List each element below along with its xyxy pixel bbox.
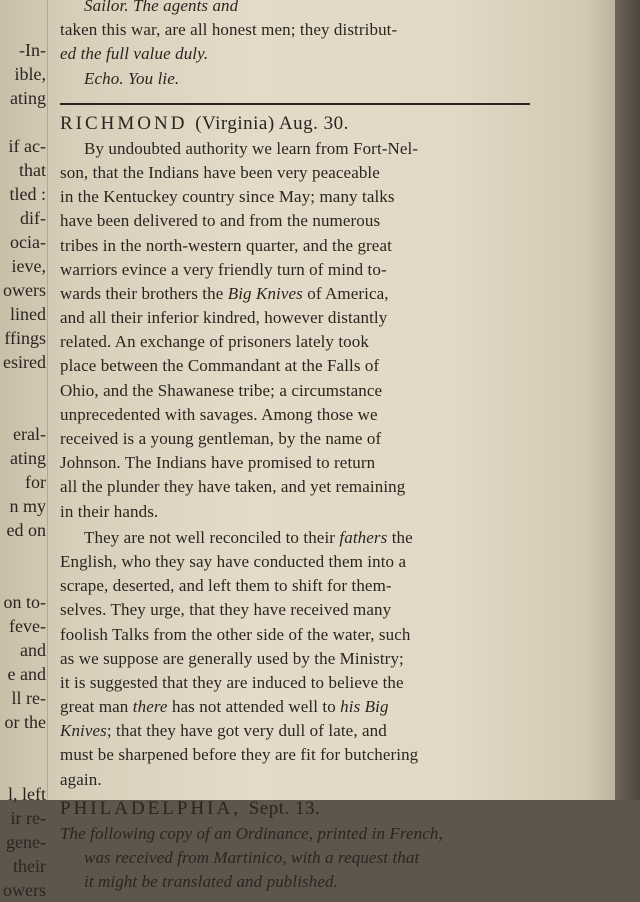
heading-date: (Virginia) Aug. 30. [195,112,349,134]
left-fragment-line [0,110,46,134]
philadelphia-intro [60,822,540,895]
article-line: Johnson. The Indians have promised to return [60,453,376,473]
left-fragment-line: their [13,856,46,876]
left-fragment-line: l, left [8,784,46,804]
left-fragment-line [0,398,46,422]
article-line: warriors evince a very friendly turn of mind to- [60,259,387,279]
article-line: The following copy of an Ordinance, printed in French, [60,823,443,843]
article-line: son, that the Indians have been very peaceable [60,162,380,182]
text-segment: They are not well reconciled to their [84,527,336,547]
article-line: received is a young gentleman, by the name of [60,429,382,448]
there-italic: there [132,697,168,717]
article-line: it might be translated and published. [84,872,338,892]
article-line: was received from Martinico, with a request that [84,848,420,867]
left-fragment-line [0,734,46,758]
left-fragment-line: dif- [20,208,46,228]
left-fragment-line: -In- [19,40,46,60]
column-gutter [47,0,48,800]
text-segment: ; that they have got very dull of late, and [106,721,387,741]
article-line [60,719,540,743]
big-knives-italic: Big Knives [227,283,303,303]
text-segment: wards their brothers the [60,283,224,303]
article-line: must be sharpened before they are fit for butchering [60,745,419,765]
knives-italic: Knives [60,721,107,741]
heading-place: RICHMOND [60,112,188,134]
left-fragment-line [0,758,46,782]
article-line: place between the Commandant at the Falls of [60,356,380,376]
main-column [60,0,540,894]
left-fragment-line: ieve, [11,256,46,276]
article-line: unprecedented with savages. Among those we [60,404,378,424]
article-line [60,282,540,306]
left-fragment-line: for [25,472,46,492]
binding-shadow [615,0,640,800]
left-fragment-line: ible, [14,64,46,84]
article-line: all the plunder they have taken, and yet remaining [60,477,406,497]
text-segment: great man [60,697,129,717]
left-fragment-line: lined [10,304,46,324]
left-fragment-line: and [20,640,46,660]
article-line: scrape, deserted, and left them to shift for them- [60,576,392,596]
article-line: again. [60,769,102,789]
richmond-heading [60,111,540,137]
text-segment: of America, [307,283,389,303]
left-fragment-line: ed on [6,520,46,540]
text-segment: has not attended well to [171,697,336,717]
left-fragment-line [0,542,46,566]
article-line: and all their inferior kindred, however distantly [60,308,388,328]
article-line: have been delivered to and from the numerous [60,211,381,231]
article-line: related. An exchange of prisoners lately took [60,332,369,352]
left-fragment-line: ir re- [10,808,46,828]
left-fragment-line: ating [10,448,46,468]
left-fragment-line: owers [3,280,46,300]
top-fragment-line: Sailor. The agents and [84,0,239,15]
left-fragment-line: tled : [9,184,46,204]
article-line: in their hands. [60,501,159,521]
article-line [60,526,540,550]
left-fragment-line: ll re- [11,688,46,708]
left-fragment-line: gene- [6,832,46,852]
richmond-paragraph-1 [60,137,540,524]
heading-place: PHILADELPHIA, [60,797,241,819]
left-fragment-line [0,374,46,398]
article-line: in the Kentuckey country since May; many talks [60,187,395,207]
left-fragment-line: e and [7,664,46,684]
left-fragment-line: feve- [9,616,46,636]
left-fragment-line: or the [4,712,46,732]
left-fragment-line: owers [3,880,46,900]
article-line: foolish Talks from the other side of the water, such [60,624,411,644]
left-fragment-line: esired [3,352,46,372]
left-fragment-line [0,566,46,590]
section-rule [60,103,530,105]
text-segment: the [391,527,413,547]
left-fragment-line: ocia- [10,232,46,252]
article-line: Ohio, and the Shawanese tribe; a circumstance [60,380,383,400]
left-fragment-line: if ac- [8,136,46,156]
left-fragment-line: on to- [3,592,46,612]
top-fragment-line: ed the full value duly. [60,44,209,64]
left-fragment-line: ffings [4,328,46,348]
richmond-paragraph-2 [60,526,540,792]
article-line [60,695,540,719]
article-line: as we suppose are generally used by the Ministry; [60,648,404,668]
article-line: it is suggested that they are induced to believe the [60,672,404,692]
top-fragment-line: Echo. You lie. [84,68,180,88]
article-line: tribes in the north-western quarter, and the great [60,235,392,255]
article-line: By undoubted authority we learn from Fort-Nel- [84,138,419,158]
left-column-fragments [0,38,46,902]
left-fragment-line: eral- [13,424,46,444]
left-fragment-line: that [19,160,46,180]
left-fragment-line: n my [9,496,46,516]
fathers-italic: fathers [339,527,388,547]
article-line: selves. They urge, that they have received many [60,600,392,620]
top-fragment-line: taken this war, are all honest men; they distribut- [60,20,398,40]
left-fragment-line: ating [10,88,46,108]
his-big-italic: his Big [340,697,389,717]
philadelphia-heading [60,796,540,822]
article-line: English, who they say have conducted them into a [60,551,407,571]
heading-date: Sept. 13. [248,797,321,819]
top-fragment [60,0,540,91]
